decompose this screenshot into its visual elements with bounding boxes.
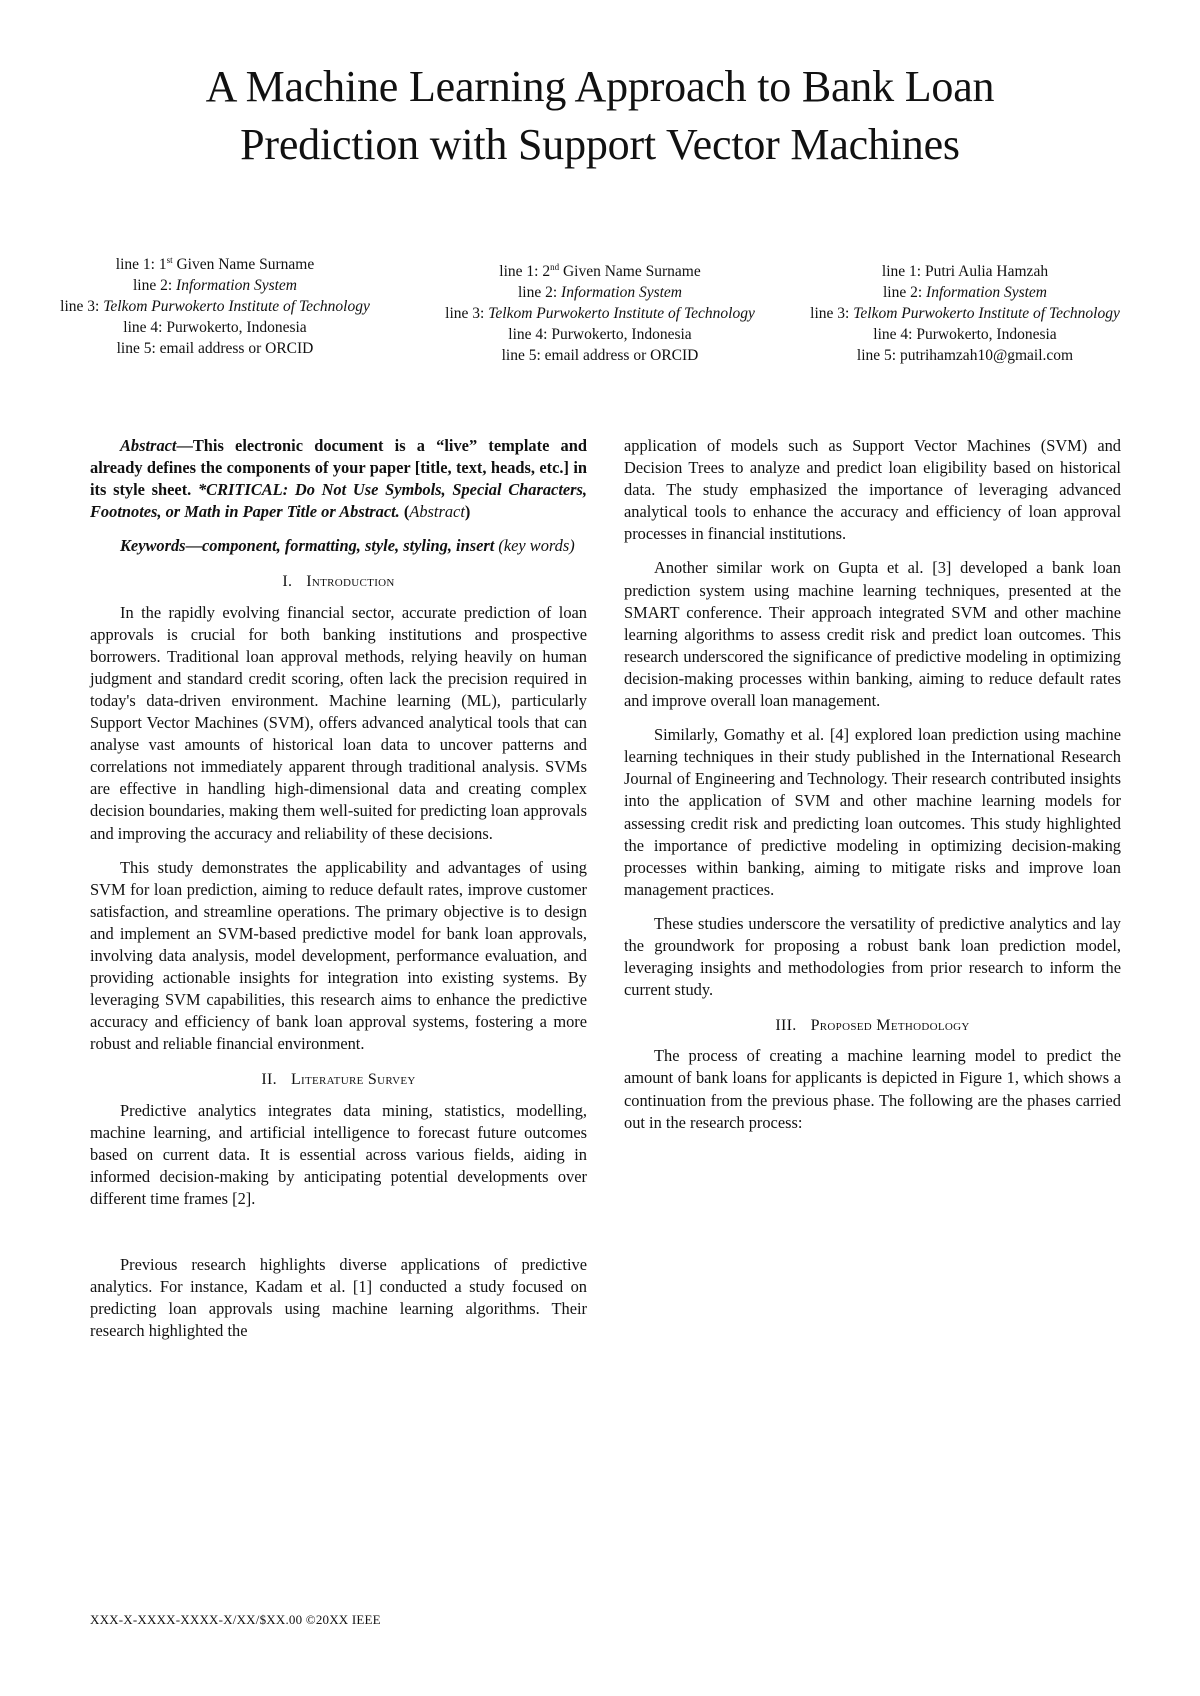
lit-paragraph-1: Predictive analytics integrates data mining, statistics, modelling, machine learning, and artificial intelligence to forecast future outcomes based on current data. It is essential across various fields, aiding in informed decision-making by anticipating potential developments over different time frames [2]. <box>90 1100 587 1208</box>
author-2-line-1: line 1: 2nd Given Name Surname <box>499 261 701 280</box>
author-2-line-3: line 3: Telkom Purwokerto Institute of Technology <box>445 305 755 322</box>
author-1-line-2: line 2: Information System <box>132 277 298 294</box>
author-2-line-5: line 5: email address or ORCID <box>501 347 699 364</box>
lit-paragraph-6: These studies underscore the versatility of predictive analytics and lay the groundwork for proposing a robust bank loan prediction model, leveraging insights and methodologies from prior research to inform the current study. <box>624 913 1121 1000</box>
lit-paragraph-2: Previous research highlights diverse applications of predictive analytics. For instance, Kadam et al. [1] conducted a study focused on predicting loan approvals using machine learning algorithms. Their research highlighted the <box>90 1255 587 1341</box>
author-1-line-3: line 3: Telkom Purwokerto Institute of Technology <box>60 298 370 315</box>
paper-title <box>100 58 1100 174</box>
author-3-line-2: line 2: Information System <box>882 284 1048 301</box>
intro-paragraph-2: This study demonstrates the applicability and advantages of using SVM for loan prediction, aiming to reduce default rates, improve customer satisfaction, and streamline operations. The primary objective is to design and implement an SVM-based predictive model for bank loan approvals, involving data analysis, model development, performance evaluation, and providing actionable insights for integration into existing systems. By leveraging SVM capabilities, this research aims to enhance the predictive accuracy and efficiency of bank loan approval systems, fostering a more robust and reliable financial environment. <box>90 857 587 1054</box>
author-3-line-5: line 5: putrihamzah10@gmail.com <box>856 347 1074 364</box>
lit-paragraph-5: Similarly, Gomathy et al. [4] explored loan prediction using machine learning techniques in their study published in the International Research Journal of Engineering and Technology. Their research contributed insights into the application of SVM and other machine learning models for assessing credit risk and predicting loan outcomes. This study highlighted the importance of predictive modeling in optimizing decision-making processes within banking, aiming to mitigate risks and improve loan management practices. <box>624 725 1121 899</box>
author-1-line-1: line 1: 1st Given Name Surname <box>115 254 315 273</box>
author-3-line-3: line 3: Telkom Purwokerto Institute of Technology <box>810 305 1120 322</box>
lit-paragraph-3: application of models such as Support Vector Machines (SVM) and Decision Trees to analyze and predict loan eligibility based on historical data. The study emphasized the importance of leveraging advanced analytical tools to enhance the accuracy and efficiency of loan approval processes in financial institutions. <box>624 436 1121 544</box>
title-line-2: Prediction with Support Vector Machines <box>240 120 960 169</box>
author-1-line-5: line 5: email address or ORCID <box>116 340 314 357</box>
author-2-line-4: line 4: Purwokerto, Indonesia <box>508 326 692 343</box>
author-3-line-4: line 4: Purwokerto, Indonesia <box>873 326 1057 343</box>
author-2-line-2: line 2: Information System <box>517 284 683 301</box>
author-block-1 <box>50 254 380 359</box>
section-heading-literature-survey: II. Literature Survey <box>261 1071 416 1089</box>
author-3-line-1: line 1: Putri Aulia Hamzah <box>881 263 1049 280</box>
author-block-3 <box>800 261 1130 366</box>
abstract: Abstract—This electronic document is a “live” template and already defines the components of your paper [title, text, heads, etc.] in its style sheet. *CRITICAL: Do Not Use Symbols, Special Characters, Footnotes, or Math in Paper Title or Abstract. (Abstract) <box>90 436 587 522</box>
left-column <box>90 435 587 1354</box>
keywords: Keywords—component, formatting, style, styling, insert (key words) <box>120 536 575 556</box>
section-heading-proposed-methodology: III. Proposed Methodology <box>775 1017 970 1035</box>
copyright-footer: XXX-X-XXXX-XXXX-X/XX/$XX.00 ©20XX IEEE <box>90 1612 381 1627</box>
intro-paragraph-1: In the rapidly evolving financial sector, accurate prediction of loan approvals is crucial for both banking institutions and prospective borrowers. Traditional loan approval methods, relying heavily on human judgment and standard credit scoring, often lack the precision required in today's data-driven environment. Machine learning (ML), particularly Support Vector Machines (SVM), offers advanced analytical tools that can analyse vast amounts of historical loan data to uncover patterns and correlations not immediately apparent through traditional analysis. SVMs are effective in handling high-dimensional data and creating complex decision boundaries, making them well-suited for predicting loan approvals and improving the accuracy and reliability of these decisions. <box>90 602 587 843</box>
title-line-1: A Machine Learning Approach to Bank Loan <box>205 62 995 111</box>
author-block-2 <box>435 261 765 366</box>
section-heading-introduction: I. Introduction <box>282 573 395 591</box>
right-column <box>624 435 1121 1146</box>
lit-paragraph-4: Another similar work on Gupta et al. [3] developed a bank loan prediction system using machine learning techniques, presented at the SMART conference. Their approach integrated SVM and other machine learning algorithms to assess credit risk and predict loan outcomes. This research underscored the significance of predictive modeling in optimizing decision-making processes within banking, aiming to reduce default rates and improve overall loan management. <box>624 558 1121 711</box>
author-1-line-4: line 4: Purwokerto, Indonesia <box>123 319 307 336</box>
method-paragraph-1: The process of creating a machine learning model to predict the amount of bank loans for applicants is depicted in Figure 1, which shows a continuation from the previous phase. The following are the phases carried out in the research process: <box>624 1046 1121 1132</box>
